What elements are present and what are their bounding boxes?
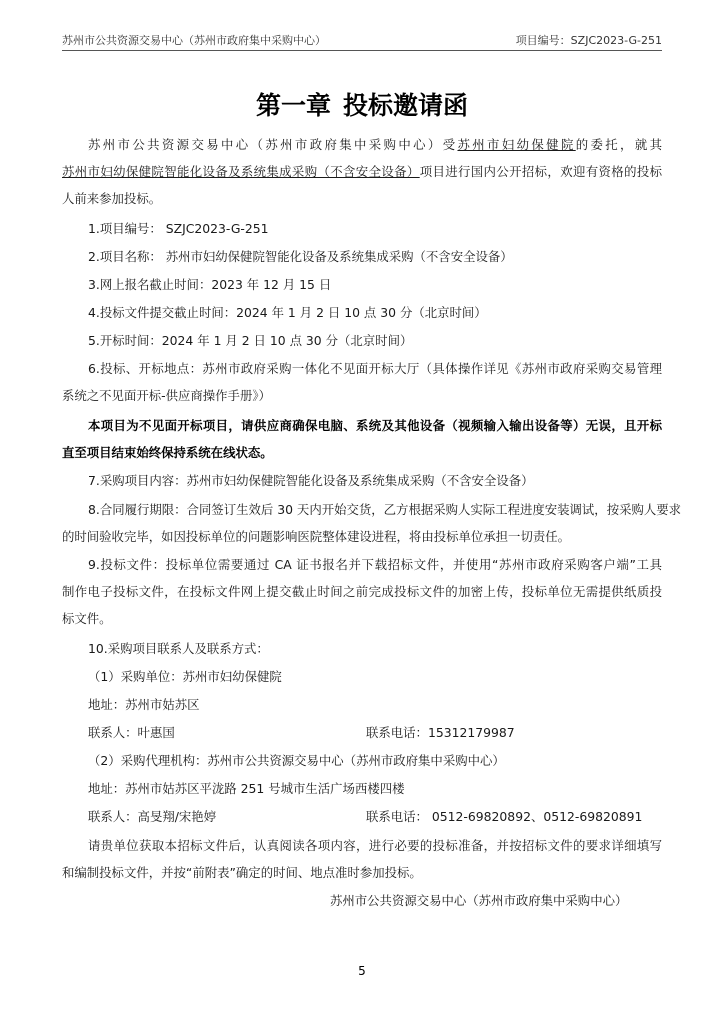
buyer-phone: 联系电话：15312179987 [366, 725, 515, 740]
header-project-number: 项目编号：SZJC2023-G-251 [515, 34, 662, 47]
intro-line-3: 人前来参加投标。 [62, 191, 162, 206]
item-9-line-1: 9.投标文件：投标单位需要通过 CA 证书报名并下载招标文件，并使用“苏州市政府采购客户端”工具 [88, 557, 662, 572]
page-title [0, 86, 724, 122]
intro-line-1: 苏州市公共资源交易中心（苏州市政府集中采购中心）受苏州市妇幼保健院的委托，就其 [88, 137, 663, 152]
notice-line-1: 本项目为不见面开标项目，请供应商确保电脑、系统及其他设备（视频输入输出设备等）无误，且开标 [88, 418, 662, 433]
agent-unit: （2）采购代理机构：苏州市公共资源交易中心（苏州市政府集中采购中心） [88, 753, 505, 768]
item-9-line-3: 标文件。 [62, 611, 112, 626]
item-10: 10.采购项目联系人及联系方式： [88, 641, 269, 656]
agent-person: 联系人：高旻翔/宋艳婷 [88, 809, 217, 824]
intro-line-2: 苏州市妇幼保健院智能化设备及系统集成采购（不含安全设备）项目进行国内公开招标，欢迎有资格的投标 [62, 164, 663, 179]
buyer-person: 联系人：叶惠国 [88, 725, 175, 740]
closing-line-1: 请贵单位获取本招标文件后，认真阅读各项内容，进行必要的投标准备，并按招标文件的要求详细填写 [88, 838, 662, 853]
client-name: 苏州市妇幼保健院 [457, 137, 576, 152]
signature: 苏州市公共资源交易中心（苏州市政府集中采购中心） [330, 893, 628, 908]
notice-line-2: 直至项目结束始终保持系统在线状态。 [62, 445, 273, 460]
item-1: 1.项目编号： SZJC2023-G-251 [88, 221, 269, 236]
item-4: 4.投标文件提交截止时间：2024 年 1 月 2 日 10 点 30 分（北京时间） [88, 305, 487, 320]
page-number: 5 [358, 964, 366, 978]
item-3: 3.网上报名截止时间：2023 年 12 月 15 日 [88, 277, 332, 292]
buyer-unit: （1）采购单位：苏州市妇幼保健院 [88, 669, 282, 684]
agent-address: 地址：苏州市姑苏区平泷路 251 号城市生活广场西楼四楼 [88, 781, 405, 796]
item-5: 5.开标时间：2024 年 1 月 2 日 10 点 30 分（北京时间） [88, 333, 413, 348]
title-text: 投标邀请函 [343, 91, 469, 120]
item-8-line-2: 的时间验收完毕，如因投标单位的问题影响医院整体建设进程，将由投标单位承担一切责任。 [62, 529, 571, 544]
item-2: 2.项目名称： 苏州市妇幼保健院智能化设备及系统集成采购（不含安全设备） [88, 249, 513, 264]
item-6-line-1: 6.投标、开标地点：苏州市政府采购一体化不见面开标大厅（具体操作详见《苏州市政府采购交易管理 [88, 361, 662, 376]
page-header [62, 30, 662, 51]
item-6-line-2: 系统之不见面开标-供应商操作手册》） [62, 388, 271, 403]
item-8-line-1: 8.合同履行期限：合同签订生效后 30 天内开始交货，乙方根据采购人实际工程进度安装调试，按采购人要求 [88, 502, 682, 517]
header-org: 苏州市公共资源交易中心（苏州市政府集中采购中心） [62, 34, 326, 47]
project-name: 苏州市妇幼保健院智能化设备及系统集成采购（不含安全设备） [62, 164, 420, 179]
agent-contact-row [88, 809, 662, 825]
agent-phone: 联系电话： 0512-69820892、0512-69820891 [366, 809, 643, 824]
buyer-address: 地址：苏州市姑苏区 [88, 697, 200, 712]
title-chapter: 第一章 [255, 91, 331, 120]
item-9-line-2: 制作电子投标文件，在投标文件网上提交截止时间之前完成投标文件的加密上传，投标单位无需提供纸质投 [62, 584, 662, 599]
closing-line-2: 和编制投标文件，并按“前附表”确定的时间、地点准时参加投标。 [62, 865, 422, 880]
item-7: 7.采购项目内容：苏州市妇幼保健院智能化设备及系统集成采购（不含安全设备） [88, 473, 534, 488]
buyer-contact-row [88, 725, 662, 741]
